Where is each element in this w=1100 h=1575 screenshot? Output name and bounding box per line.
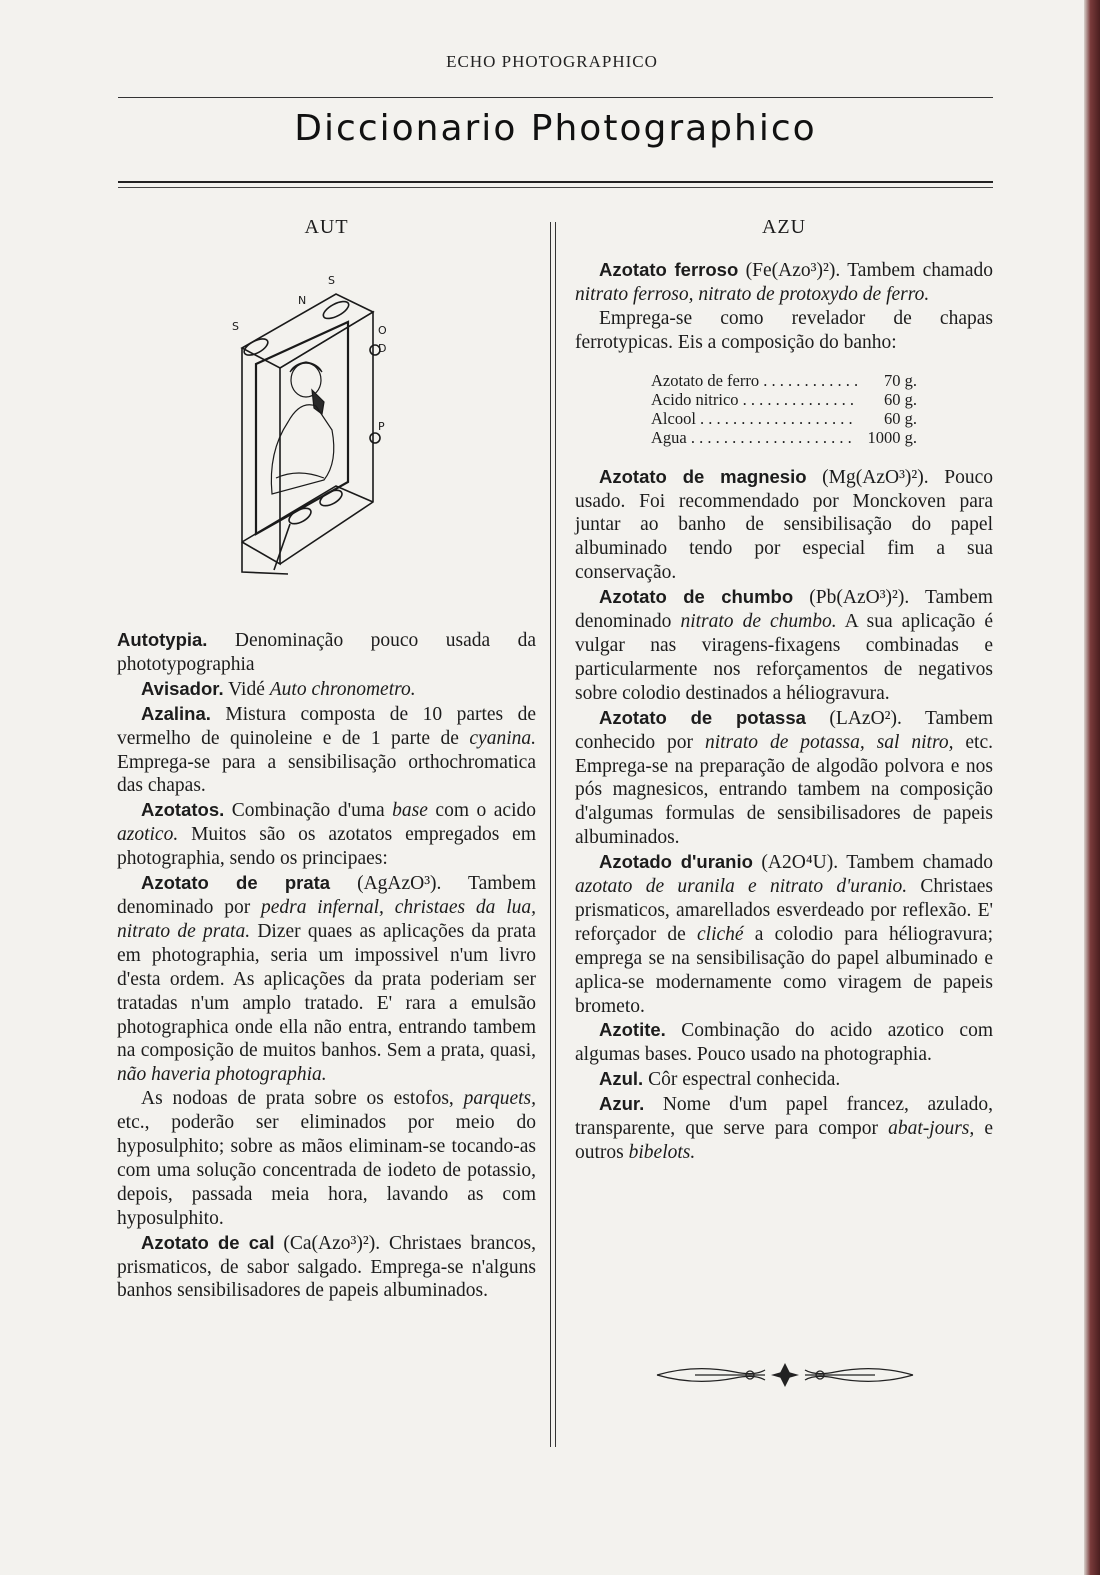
recipe-row: Alcool . . . 60 g. [651, 409, 917, 428]
left-column-entries [117, 628, 536, 1303]
entry-azalina: Azalina. Mistura composta de 10 partes de vermelho de quinoleine e de 1 parte de cyanina. Emprega-se para a sensibilisação orthochromatica das chapas. [117, 702, 536, 797]
entry-avisador: Avisador. Vidé Auto chronometro. [141, 677, 416, 700]
figure-label-d: D [378, 342, 387, 355]
entry-azotite: Azotite. Combinação do acido azotico com algumas bases. Pouco usado na photographia. [575, 1019, 993, 1066]
entry-ferroso-usage: Emprega-se como revelador de chapas ferrotypicas. Eis a composição do banho: [575, 307, 993, 353]
figure-label-s-top: S [328, 274, 335, 287]
entry-autotypia: Autotypia. Denominação pouco usada da phototypographia [117, 629, 536, 675]
figure-label-n: N [298, 294, 307, 307]
headword: Azotato de chumbo [599, 586, 794, 608]
headword: Azotatos. [141, 799, 225, 821]
entry-azur: Azur. Nome d'um papel francez, azulado, transparente, que serve para compor abat-jours, e outros bibelots. [575, 1093, 994, 1163]
title-double-rule [118, 181, 993, 188]
headword: Autotypia. [117, 629, 208, 650]
entry-azotato-de-magnesio: Azotato de magnesio (Mg(AzO³)²). Pouco usado. Foi recommendado por Monckoven para juntar ao banho de sensibilisação do papel albuminado tendo por especial fim a sua conservação. [575, 465, 993, 584]
recipe-table [651, 371, 993, 447]
running-head: ECHO PHOTOGRAPHICO [446, 52, 658, 71]
headword: Azur. [599, 1093, 645, 1115]
column-divider [550, 222, 556, 1447]
entry-azul: Azul. Côr espectral conhecida. [599, 1068, 841, 1091]
headword: Azotite. [599, 1019, 666, 1041]
headword: Azotado d'uranio [599, 851, 753, 873]
autotypia-apparatus-illustration [228, 272, 408, 582]
entry-azotato-de-prata: Azotato de prata (AgAzO³). Tambem denominado por pedra infernal, christaes da lua, nitrato de prata. Dizer quaes as aplicações da prata em photographia, seria um impossivel n'um livro d'esta ordem. As aplicações da prata poderiam ser tratadas n'um amplo tratado. E' rara a emulsão photographica onde ella não entra, entrando tambem na composição de muitos banhos. Sem a prata, quasi, não haveria photographia. [117, 872, 536, 1086]
decorative-ornament-icon [655, 1360, 915, 1390]
figure-label-s-left: S [232, 320, 239, 333]
recipe-row: Agua . . . 1000 g. [651, 428, 917, 447]
figure-label-p: P [378, 420, 385, 433]
headword: Azotato de magnesio [599, 465, 807, 487]
book-binding-edge [1084, 0, 1100, 1575]
recipe-row: Acido nitrico . . . 60 g. [651, 390, 917, 409]
entry-azotato-de-potassa: Azotato de potassa (LAzO²). Tambem conhecido por nitrato de potassa, sal nitro, etc. Emprega-se na preparação de algodão polvora e nos pós magnesicos, entrando tambem na composição d'algumas formulas de sensibilisadores de papeis albuminados. [575, 706, 993, 849]
headword: Azotato ferroso [599, 259, 739, 280]
entry-azotado-uranio: Azotado d'uranio (A2O⁴U). Tambem chamado azotato de uranila e nitrato d'uranio. Christaes prismaticos, amarellados esverdeado por reflexão. E' reforçador de cliché a colodio para héliogravura; emprega se na sensibilisação do papel albuminado e aplica-se modernamente como viragem de papeis brometo. [575, 851, 993, 1017]
headword: Azotato de prata [141, 872, 331, 894]
recipe-row: Azotato de ferro . . . 70 g. [651, 371, 917, 390]
left-column-head: AUT [304, 216, 349, 238]
headword: Avisador. [141, 677, 224, 699]
entry-azotato-de-chumbo: Azotato de chumbo (Pb(AzO³)²). Tambem denominado nitrato de chumbo. A sua aplicação é vulgar nas viragens-fixagens combinadas e particularmente nos reforçamentos de negativos sobre colodio destinados a héliogravura. [575, 586, 993, 704]
headword: Azotato de cal [141, 1231, 275, 1253]
entry-azotato-de-cal: Azotato de cal (Ca(Azo³)²). Christaes brancos, prismaticos, de sabor salgado. Emprega-se n'alguns banhos sensibilisadores de papeis albuminados. [117, 1231, 536, 1302]
headword: Azotato de potassa [599, 706, 806, 728]
right-column-head: AZU [761, 216, 807, 238]
header-rule [118, 97, 993, 98]
page-title: Diccionario Photographico [294, 108, 817, 149]
right-column-entries [575, 258, 993, 1165]
entry-azotato-ferroso: Azotato ferroso (Fe(Azo³)²). Tambem chamado nitrato ferroso, nitrato de protoxydo de ferro. [575, 259, 993, 305]
entry-nodoas-paragraph: As nodoas de prata sobre os estofos, parquets, etc., poderão ser eliminados por meio do hyposulphito; sobre as mãos eliminam-se tocando-as com uma solução concentrada de iodeto de potassio, depois, passada meia hora, lavando as com hyposulphito. [117, 1088, 536, 1229]
entry-azotatos: Azotatos. Combinação d'uma base com o acido azotico. Muitos são os azotatos empregados em photographia, sendo os principaes: [117, 799, 536, 870]
figure-label-o: O [378, 324, 387, 337]
headword: Azul. [599, 1068, 644, 1090]
headword: Azalina. [141, 702, 211, 724]
